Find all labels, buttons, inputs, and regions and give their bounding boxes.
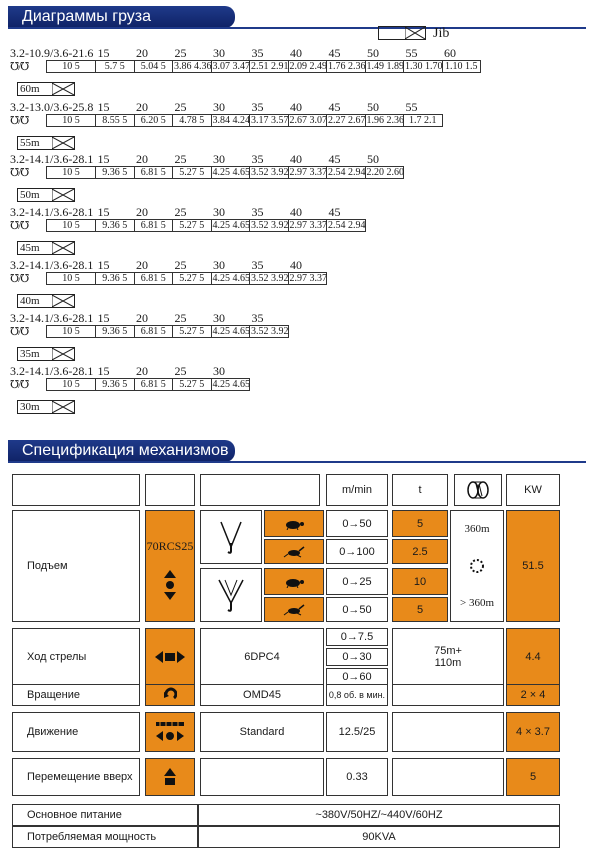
slew-empty — [392, 684, 504, 706]
hoist-ton-1: 5 — [392, 510, 448, 537]
load-value-cell: 9.36 5 — [96, 219, 135, 232]
jib-length-box — [17, 241, 75, 255]
load-value-cell: 2.67 3.07 — [289, 115, 327, 126]
radius-label: 20 — [136, 258, 148, 272]
load-value-cell: 2.97 3.37 — [289, 220, 327, 231]
radius-label: 15 — [97, 46, 110, 60]
load-values-row — [46, 272, 327, 285]
load-value-cell: 3.84 4.24 — [212, 115, 250, 126]
load-value-cell: 4.25 4.65 — [212, 273, 250, 284]
crane-model: 3.2-10.9/3.6-21.6 — [10, 46, 94, 60]
jib-legend-box — [378, 26, 426, 40]
hoist-speed-2: 0→100 — [326, 539, 388, 564]
hook-fall-icon: ℧/℧ — [10, 167, 29, 179]
radius-label: 35 — [251, 205, 264, 219]
crane-model: 3.2-14.1/3.6-28.1 — [10, 364, 94, 378]
load-value-cell: 3.52 3.92 — [251, 220, 289, 231]
crane-model: 3.2-14.1/3.6-28.1 — [10, 311, 94, 325]
radius-label: 50 — [367, 100, 379, 114]
jib-cross-icon — [52, 242, 74, 254]
header-empty-1 — [12, 474, 140, 506]
jib-length-box — [17, 188, 75, 202]
load-value-cell: 4.25 4.65 — [212, 220, 250, 231]
load-value-cell: 5.7 5 — [96, 60, 135, 73]
load-value-cell: 4.25 4.65 — [212, 167, 250, 178]
radius-label: 20 — [136, 46, 148, 60]
crane-model: 3.2-14.1/3.6-28.1 — [10, 205, 94, 219]
load-value-cell: 2.20 2.60 — [366, 167, 404, 178]
slew-rotate-icon — [163, 687, 177, 703]
load-chart-block — [10, 152, 580, 206]
header-mmin: m/min — [326, 474, 388, 506]
hook-single-cell — [200, 510, 262, 564]
load-value-cell: 4.25 4.65 — [212, 326, 250, 337]
jib-cross-icon — [52, 295, 74, 307]
radius-label: 30 — [213, 46, 225, 60]
climb-label: Перемещение вверх — [12, 758, 140, 796]
load-value-cell: 6.81 5 — [135, 272, 174, 285]
radius-label: 35 — [251, 100, 264, 114]
load-value-cell: 5.27 5 — [173, 219, 212, 232]
radius-label: 15 — [97, 100, 110, 114]
hoist-rope-top: 360m — [464, 522, 490, 535]
radius-label: 55 — [405, 100, 418, 114]
climb-icon-cell — [145, 758, 195, 796]
climb-empty — [392, 758, 504, 796]
radius-label: 25 — [174, 152, 187, 166]
hook-fall-icon: ℧/℧ — [10, 273, 29, 285]
radius-label: 35 — [251, 152, 264, 166]
hook-fall-icon: ℧/℧ — [10, 220, 29, 232]
radius-label: 25 — [174, 100, 187, 114]
load-value-cell: 4.78 5 — [173, 114, 212, 127]
load-value-cell: 2.54 2.94 — [328, 167, 366, 178]
hoist-updown-icon — [162, 570, 178, 600]
load-value-cell: 6.81 5 — [135, 325, 174, 338]
jib-cross-icon — [52, 189, 74, 201]
load-value-cell: 10 5 — [46, 272, 96, 285]
load-value-cell: 3.52 3.92 — [251, 326, 289, 337]
travel-kw: 4 × 3.7 — [506, 712, 560, 752]
load-value-cell: 6.20 5 — [135, 114, 174, 127]
load-value-cell: 1.76 2.36 — [328, 61, 366, 72]
radius-label: 45 — [328, 205, 341, 219]
jib-cross-icon — [405, 27, 425, 39]
radius-label: 60 — [444, 46, 456, 60]
load-value-cell: 5.27 5 — [173, 325, 212, 338]
load-values-row — [46, 219, 366, 232]
radius-label: 20 — [136, 152, 148, 166]
header-empty-2 — [145, 474, 195, 506]
travel-speed: 12.5/25 — [326, 712, 388, 752]
load-value-cell: 10 5 — [46, 166, 96, 179]
load-value-cell: 10 5 — [46, 60, 96, 73]
jib-length: 40m — [20, 295, 40, 307]
load-chart-block — [10, 46, 580, 100]
hook-fall-icon: ℧/℧ — [10, 61, 29, 73]
hoist-speed-1: 0→50 — [326, 510, 388, 537]
load-value-cell: 10 5 — [46, 378, 96, 391]
load-value-cell: 5.27 5 — [173, 272, 212, 285]
load-value-cell: 1.96 2.36 — [366, 115, 404, 126]
jib-length: 35m — [20, 348, 40, 360]
trolley-model: 6DPC4 — [200, 628, 324, 686]
slew-label: Вращение — [12, 684, 140, 706]
hoist-speed-4: 0→50 — [326, 597, 388, 622]
power-consumption-value: 90KVA — [198, 826, 560, 848]
load-value-cell: 9.36 5 — [96, 325, 135, 338]
load-value-cell: 10 5 — [46, 114, 96, 127]
load-value-cell: 2.97 3.37 — [289, 273, 327, 284]
load-value-cell: 2.09 2.49 — [289, 61, 327, 72]
trolley-speed-3: 0→60 — [326, 668, 388, 686]
single-fall-hook-icon — [216, 519, 246, 555]
radius-label: 40 — [290, 205, 302, 219]
power-supply-value: ~380V/50HZ/~440V/60HZ — [198, 804, 560, 826]
turtle-icon — [283, 518, 305, 530]
load-values-row — [46, 60, 481, 73]
load-value-cell: 8.55 5 — [96, 114, 135, 127]
radius-label: 30 — [213, 258, 225, 272]
hook-fall-icon: ℧/℧ — [10, 379, 29, 391]
load-value-cell: 10 5 — [46, 325, 96, 338]
load-value-cell: 1.49 1.89 — [366, 61, 404, 72]
power-supply-label: Основное питание — [12, 804, 198, 826]
hoist-speed-3: 0→25 — [326, 568, 388, 595]
radius-label: 35 — [251, 311, 264, 325]
radius-label: 35 — [251, 46, 264, 60]
load-values-row — [46, 378, 250, 391]
fast-speed-1 — [264, 539, 324, 564]
radius-label: 30 — [213, 311, 225, 325]
power-consumption-label: Потребляемая мощность — [12, 826, 198, 848]
radius-label: 55 — [405, 46, 418, 60]
load-value-cell: 4.25 4.65 — [212, 379, 250, 390]
travel-rail-icon — [154, 721, 186, 743]
radius-label: 30 — [213, 100, 225, 114]
radius-label: 50 — [367, 152, 379, 166]
load-value-cell: 5.27 5 — [173, 166, 212, 179]
load-value-cell: 1.10 1.5 — [443, 60, 482, 73]
load-values-row — [46, 114, 443, 127]
radius-label: 45 — [328, 152, 341, 166]
load-value-cell: 3.07 3.47 — [212, 61, 250, 72]
slew-kw: 2 × 4 — [506, 684, 560, 706]
jib-length: 60m — [20, 83, 40, 95]
jib-length: 45m — [20, 242, 40, 254]
radius-label: 25 — [174, 46, 187, 60]
jib-cross-icon — [52, 401, 74, 413]
travel-model: Standard — [200, 712, 324, 752]
climb-up-icon — [163, 768, 177, 786]
jib-label: Jib — [433, 26, 450, 41]
header-kw: KW — [506, 474, 560, 506]
jib-cross-icon — [52, 137, 74, 149]
radius-label: 45 — [328, 100, 341, 114]
climb-speed: 0.33 — [326, 758, 388, 796]
jib-length-box — [17, 136, 75, 150]
load-chart-block — [10, 311, 580, 365]
travel-empty — [392, 712, 504, 752]
radius-label: 40 — [290, 46, 302, 60]
header-t: t — [392, 474, 448, 506]
load-value-cell: 10 5 — [46, 219, 96, 232]
radius-label: 40 — [290, 258, 302, 272]
hook-double-cell — [200, 568, 262, 622]
hare-icon — [283, 604, 305, 616]
hoist-rope-cell — [450, 510, 504, 622]
radius-label: 20 — [136, 100, 148, 114]
radius-label: 30 — [213, 364, 225, 378]
trolley-kw: 4.4 — [506, 628, 560, 686]
hoist-ton-3: 10 — [392, 568, 448, 595]
load-value-cell: 2.54 2.94 — [328, 220, 366, 231]
jib-cross-icon — [52, 348, 74, 360]
jib-length-box — [17, 347, 75, 361]
load-value-cell: 9.36 5 — [96, 272, 135, 285]
header-empty-3 — [200, 474, 320, 506]
load-chart-title: Диаграммы груза — [8, 6, 235, 28]
radius-label: 30 — [213, 205, 225, 219]
turtle-icon — [283, 576, 305, 588]
trolley-icon-cell — [145, 628, 195, 686]
hook-fall-icon: ℧/℧ — [10, 115, 29, 127]
trolley-speed-2: 0→30 — [326, 648, 388, 666]
load-value-cell: 6.81 5 — [135, 219, 174, 232]
hoist-label: Подъем — [12, 510, 140, 622]
radius-label: 40 — [290, 100, 302, 114]
fast-speed-2 — [264, 597, 324, 622]
title-underline — [8, 27, 586, 29]
dotted-circle-icon — [469, 558, 485, 574]
load-value-cell: 2.51 2.91 — [251, 61, 289, 72]
radius-label: 20 — [136, 311, 148, 325]
radius-label: 40 — [290, 152, 302, 166]
hook-fall-icon: ℧/℧ — [10, 326, 29, 338]
radius-label: 25 — [174, 364, 187, 378]
header-rope-drum — [454, 474, 502, 506]
jib-length: 55m — [20, 137, 40, 149]
jib-length-box — [17, 294, 75, 308]
load-value-cell: 5.27 5 — [173, 378, 212, 391]
trolley-speed-1: 0→7.5 — [326, 628, 388, 646]
crane-model: 3.2-14.1/3.6-28.1 — [10, 152, 94, 166]
load-value-cell: 5.04 5 — [135, 60, 174, 73]
slew-speed: 0,8 об. в мин. — [326, 684, 388, 706]
travel-icon-cell — [145, 712, 195, 752]
slew-model: OMD45 — [200, 684, 324, 706]
load-value-cell: 3.17 3.57 — [251, 115, 289, 126]
load-chart-block — [10, 100, 580, 154]
radius-label: 35 — [251, 258, 264, 272]
load-value-cell: 1.7 2.1 — [404, 114, 443, 127]
load-value-cell: 2.97 3.37 — [289, 167, 327, 178]
climb-empty-model — [200, 758, 324, 796]
load-value-cell: 3.86 4.36 — [174, 61, 212, 72]
hoist-kw: 51.5 — [506, 510, 560, 622]
trolley-leftright-icon — [155, 650, 185, 664]
radius-label: 20 — [136, 364, 148, 378]
travel-label: Движение — [12, 712, 140, 752]
hoist-ton-2: 2.5 — [392, 539, 448, 564]
radius-label: 50 — [367, 46, 379, 60]
load-value-cell: 3.52 3.92 — [251, 167, 289, 178]
climb-kw: 5 — [506, 758, 560, 796]
load-chart-block — [10, 205, 580, 259]
hoist-model-cell — [145, 510, 195, 622]
jib-length: 30m — [20, 401, 40, 413]
radius-label: 25 — [174, 205, 187, 219]
spec-title: Спецификация механизмов — [8, 440, 235, 462]
trolley-rope: 75m+ 110m — [392, 628, 504, 686]
jib-length-box — [17, 400, 75, 414]
load-value-cell: 9.36 5 — [96, 378, 135, 391]
jib-length: 50m — [20, 189, 40, 201]
rope-drum-icon — [465, 480, 491, 500]
radius-label: 30 — [213, 152, 225, 166]
hoist-ton-4: 5 — [392, 597, 448, 622]
radius-label: 20 — [136, 205, 148, 219]
load-value-cell: 9.36 5 — [96, 166, 135, 179]
load-value-cell: 2.27 2.67 — [328, 115, 366, 126]
load-chart-block — [10, 364, 580, 418]
spec-title-underline — [8, 461, 586, 463]
radius-label: 15 — [97, 364, 110, 378]
load-value-cell: 3.52 3.92 — [251, 273, 289, 284]
hare-icon — [283, 546, 305, 558]
radius-label: 15 — [97, 205, 110, 219]
slow-speed-2 — [264, 568, 324, 595]
trolley-label: Ход стрелы — [12, 628, 140, 686]
load-values-row — [46, 325, 289, 338]
jib-length-box — [17, 82, 75, 96]
load-chart-block — [10, 258, 580, 312]
radius-label: 25 — [174, 311, 187, 325]
crane-model: 3.2-13.0/3.6-25.8 — [10, 100, 94, 114]
radius-label: 15 — [97, 258, 110, 272]
load-value-cell: 6.81 5 — [135, 378, 174, 391]
slow-speed-1 — [264, 510, 324, 537]
double-fall-hook-icon — [216, 577, 246, 613]
hoist-model: 70RCS25 — [146, 539, 194, 553]
radius-label: 15 — [97, 152, 110, 166]
crane-model: 3.2-14.1/3.6-28.1 — [10, 258, 94, 272]
radius-label: 25 — [174, 258, 187, 272]
jib-cross-icon — [52, 83, 74, 95]
load-values-row — [46, 166, 404, 179]
radius-label: 15 — [97, 311, 110, 325]
load-value-cell: 1.30 1.70 — [405, 61, 443, 72]
load-value-cell: 6.81 5 — [135, 166, 174, 179]
radius-label: 45 — [328, 46, 341, 60]
hoist-rope-bottom: > 360m — [459, 597, 494, 610]
slew-icon-cell — [145, 684, 195, 706]
